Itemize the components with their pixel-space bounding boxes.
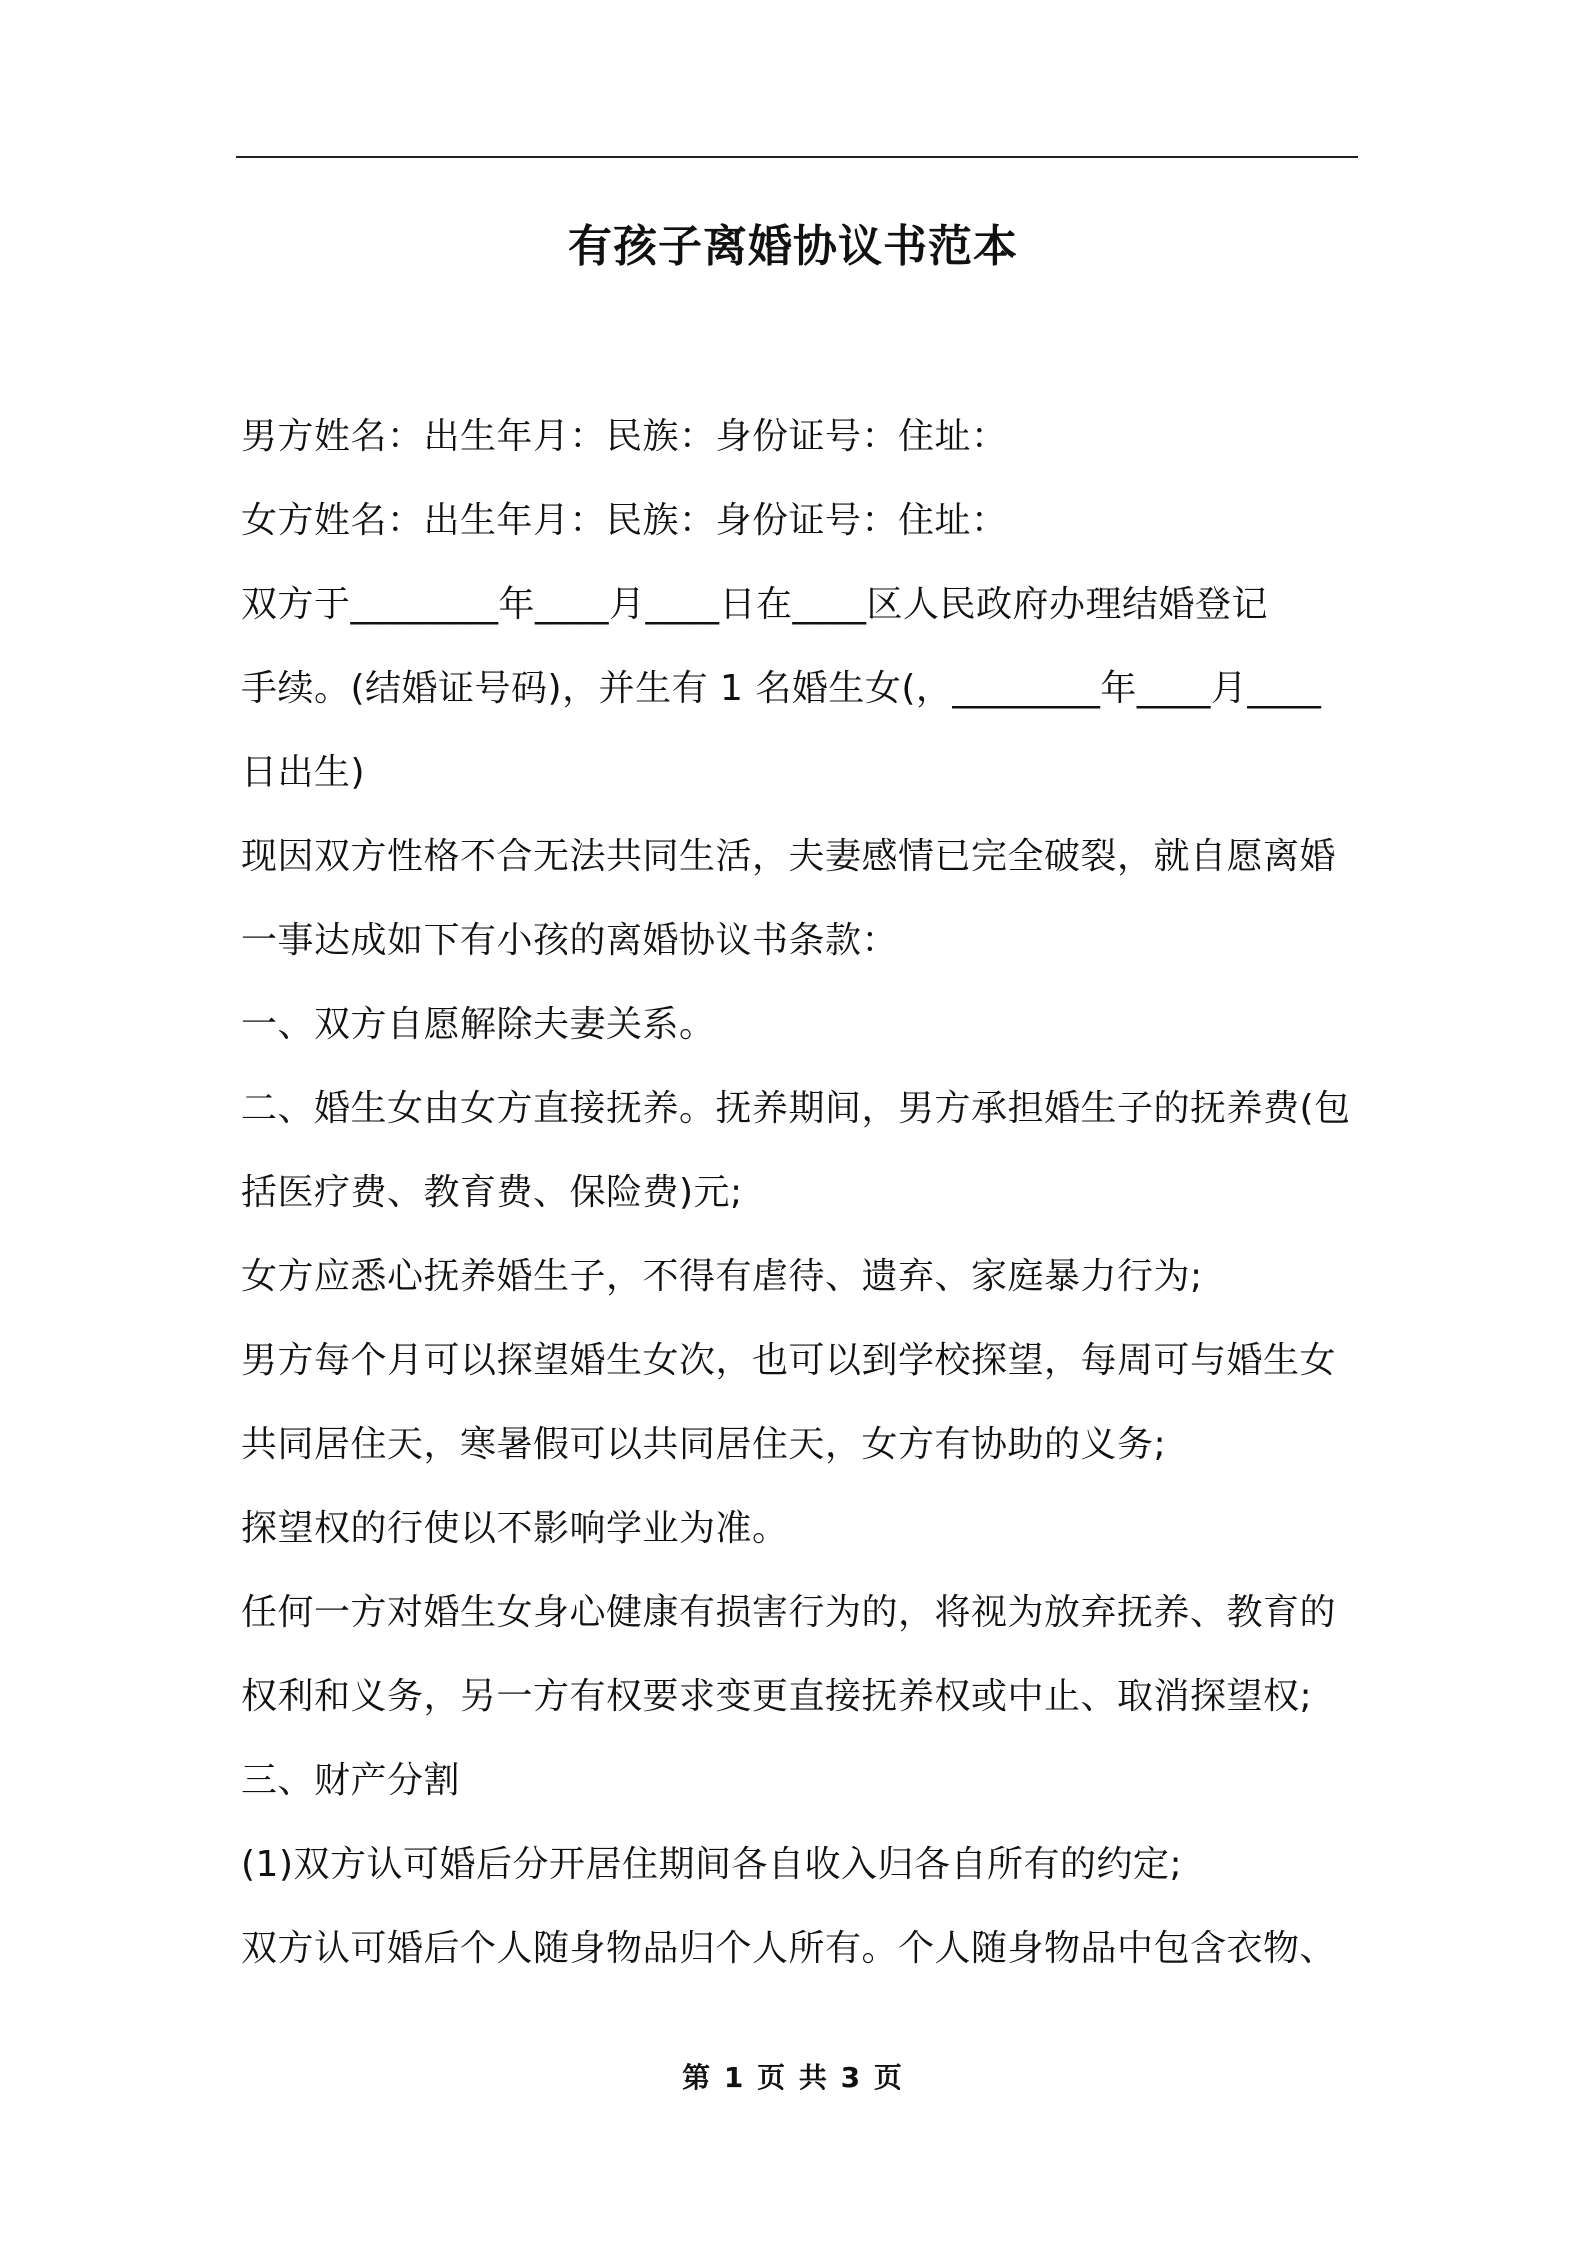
body-line: 双方认可婚后个人随身物品归个人所有。个人随身物品中包含衣物、 (241, 1928, 1337, 1969)
document-body (241, 395, 1361, 1991)
body-line: 手续。(结婚证号码)，并生有 1 名婚生女(，________年____月____ (241, 668, 1322, 709)
clause-heading: 一、双方自愿解除夫妻关系。 (241, 1004, 716, 1045)
body-line: 日出生) (241, 752, 366, 793)
body-line: 共同居住天，寒暑假可以共同居住天，女方有协助的义务; (241, 1424, 1167, 1465)
body-line: (1)双方认可婚后分开居住期间各自收入归各自所有的约定; (241, 1844, 1183, 1885)
body-line: 权利和义务，另一方有权要求变更直接抚养权或中止、取消探望权; (241, 1676, 1313, 1717)
body-line: 括医疗费、教育费、保险费)元; (241, 1172, 743, 1213)
document-title: 有孩子离婚协议书范本 (568, 221, 1018, 272)
body-line: 双方于________年____月____日在____区人民政府办理结婚登记 (241, 584, 1269, 625)
clause-heading: 三、财产分割 (241, 1760, 461, 1801)
clause-heading: 二、婚生女由女方直接抚养。抚养期间，男方承担婚生子的抚养费(包 (241, 1088, 1351, 1129)
body-line: 任何一方对婚生女身心健康有损害行为的，将视为放弃抚养、教育的 (241, 1592, 1337, 1633)
body-line: 探望权的行使以不影响学业为准。 (241, 1508, 789, 1549)
body-line: 女方应悉心抚养婚生子，不得有虐待、遗弃、家庭暴力行为; (241, 1256, 1203, 1297)
body-line: 男方每个月可以探望婚生女次，也可以到学校探望，每周可与婚生女 (241, 1340, 1337, 1381)
body-line: 现因双方性格不合无法共同生活，夫妻感情已完全破裂，就自愿离婚 (241, 836, 1337, 877)
body-line: 女方姓名：出生年月：民族：身份证号：住址： (241, 500, 1008, 541)
body-line: 男方姓名：出生年月：民族：身份证号：住址： (241, 416, 1008, 457)
page-number-footer: 第 1 页 共 3 页 (682, 2061, 904, 2094)
body-line: 一事达成如下有小孩的离婚协议书条款： (241, 920, 899, 961)
header-rule (236, 156, 1358, 158)
